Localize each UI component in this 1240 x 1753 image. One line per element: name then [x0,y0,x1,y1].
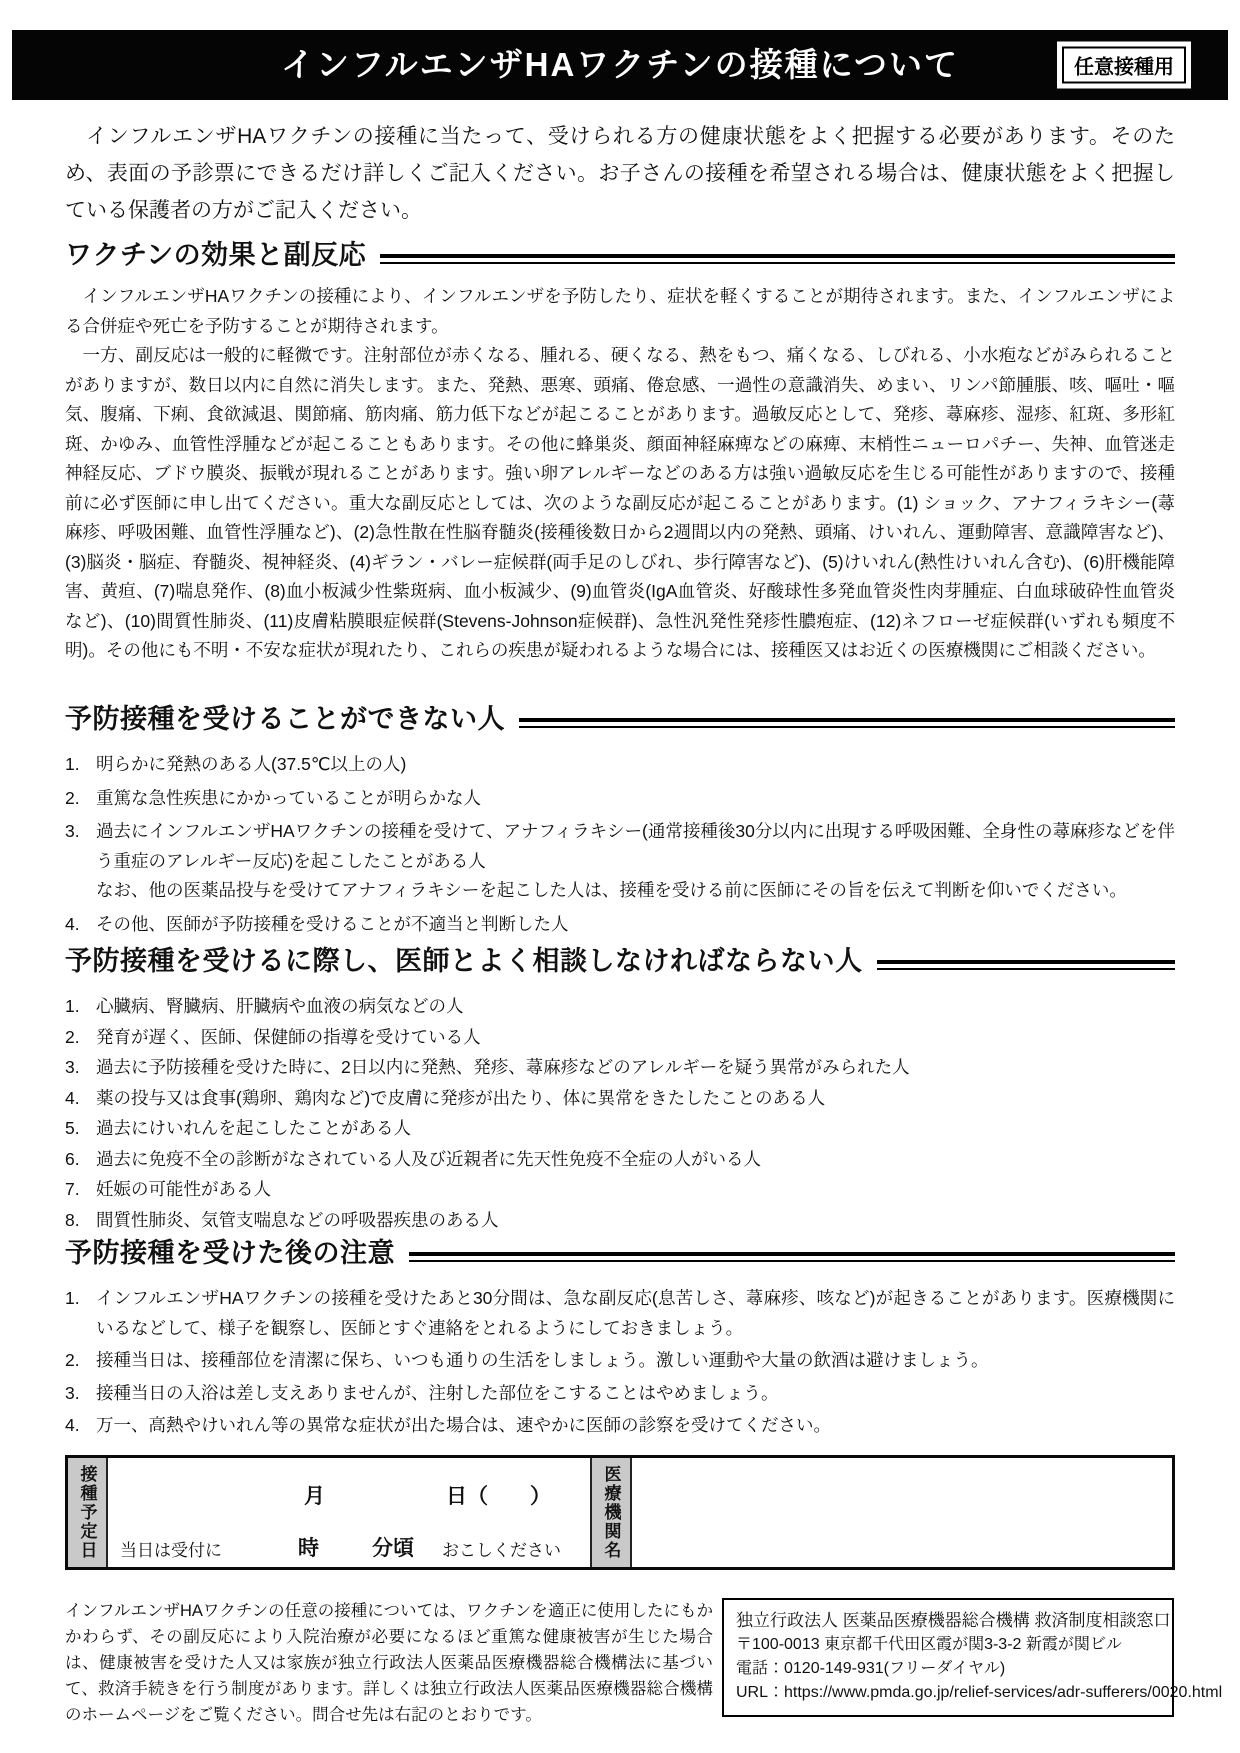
item-number: 4. [65,1415,80,1435]
item-number: 1. [65,754,80,774]
section-heading-text: 予防接種を受けることができない人 [65,704,505,734]
contact-title: 独立行政法人 医薬品医療機器総合機構 救済制度相談窓口 [736,1611,1171,1630]
consult-list [65,992,1175,1235]
reception-prefix-label: 当日は受付に [120,1541,222,1560]
page-title: インフルエンザHAワクチンの接種について [280,46,960,83]
item-text: その他、医師が予防接種を受けることが不適当と判断した人 [96,913,569,934]
item-number: 6. [65,1148,80,1169]
section-effects [65,238,1175,666]
list-item [65,1114,1175,1144]
effects-paragraph-2: 一方、副反応は一般的に軽微です。注射部位が赤くなる、腫れる、硬くなる、熱をもつ、痛くなる、しびれる、小水疱などがみられることがありますが、数日以内に自然に消失します。また、発熱、悪寒、頭痛、倦怠感、一過性の意識消失、めまい、リンパ節腫脹、咳、嘔吐・嘔気、腹痛、下痢、食欲減退、関節痛、筋肉痛、筋力低下などが起こることがあります。過敏反応として、発疹、蕁麻疹、湿疹、紅斑、多形紅斑、かゆみ、血管性浮腫などが起こることもあります。その他に蜂巣炎、顔面神経麻痺などの麻痺、末梢性ニューロパチー、失神、血管迷走神経反応、ブドウ膜炎、振戦が現れることがあります。強い卵アレルギーなどのある方は強い過敏反応を生じる可能性がありますので、接種前に必ず医師に申し出てください。重大な副反応としては、次のような副反応が起こることがあります。(1) ショック、アナフィラキシー(蕁麻疹、呼吸困難、血管性浮腫など)、(2)急性散在性脳脊髄炎(接種後数日から2週間以内の発熱、頭痛、けいれん、運動障害、意識障害など)、(3)脳炎・脳症、脊髄炎、視神経炎、(4)ギラン・バレー症候群(両手足のしびれ、歩行障害など)、(5)けいれん(熱性けいれん含む)、(6)肝機能障害、黄疸、(7)喘息発作、(8)血小板減少性紫斑病、血小板減少、(9)血管炎(IgA血管炎、好酸球性多発血管炎性肉芽腫症、白血球破砕性血管炎など)、(10)間質性肺炎、(11)皮膚粘膜眼症候群(Stevens-Johnson症候群)、急性汎発性発疹性膿疱症、(12)ネフローゼ症候群(いずれも頻度不明)。その他にも不明・不安な症状が現れたり、これらの疾患が疑われるような場合には、接種医又はお近くの医療機関にご相談ください。 [65,345,1175,660]
list-item [65,910,1175,940]
heading-rule [380,254,1175,264]
item-number: 2. [65,1350,80,1370]
item-text [96,817,1175,906]
item-text: 接種当日は、接種部位を清潔に保ち、いつも通りの生活をしましょう。激しい運動や大量の飲酒は避けましょう。 [96,1350,989,1370]
item-text: 万一、高熱やけいれん等の異常な症状が出た場合は、速やかに医師の診察を受けてください。 [96,1415,831,1435]
heading-rule [519,718,1175,728]
intro-paragraph: インフルエンザHAワクチンの接種に当たって、受けられる方の健康状態をよく把握する必要があります。そのため、表面の予診票にできるだけ詳しくご記入ください。お子さんの接種を希望される場合は、健康状態をよく把握している保護者の方がご記入ください。 [65,125,1175,222]
item-text: 心臓病、腎臓病、肝臓病や血液の病気などの人 [96,996,464,1016]
item-number: 1. [65,996,80,1016]
list-item [65,1284,1175,1343]
item-number: 2. [65,787,80,808]
item-text: 重篤な急性疾患にかかっていることが明らかな人 [96,787,481,808]
heading-rule [877,960,1176,970]
effects-paragraph-1: インフルエンザHAワクチンの接種により、インフルエンザを予防したり、症状を軽くすることが期待されます。また、インフルエンザによる合併症や死亡を予防することが期待されます。 [65,286,1175,336]
item-number: 3. [65,1057,80,1077]
heading-rule [409,1252,1175,1262]
item-number: 4. [65,913,80,934]
hour-label: 時 [298,1537,319,1560]
list-item [65,1346,1175,1376]
list-item [65,817,1175,906]
section-consult-heading [65,944,1175,978]
contact-address: 〒100-0013 東京都千代田区霞が関3-3-2 新霞が関ビル [736,1636,1122,1653]
section-heading-text: 予防接種を受けた後の注意 [65,1238,395,1268]
contact-box [722,1598,1223,1717]
medical-institution-blank-cell [632,1458,1172,1567]
item-text: 過去に免疫不全の診断がなされている人及び近親者に先天性免疫不全症の人がいる人 [96,1148,761,1169]
item-text: インフルエンザHAワクチンの接種を受けたあと30分間は、急な副反応(息苦しさ、蕁麻疹、咳など)が起きることがあります。医療機関にいるなどして、様子を観察し、医師とすぐ連絡をとれるようにしておきましょう。 [96,1288,1175,1338]
item-text: 過去にけいれんを起こしたことがある人 [96,1118,411,1138]
item-note-text: なお、他の医薬品投与を受けてアナフィラキシーを起こした人は、接種を受ける前に医師にその旨を伝えて判断を仰いでください。 [96,880,1127,900]
voluntary-vaccination-badge: 任意接種用 [1062,47,1186,84]
scheduled-date-header-label: 接種予定日 [77,1465,97,1560]
section-heading-text: ワクチンの効果と副反応 [65,240,367,270]
list-item [65,1145,1175,1175]
list-item [65,784,1175,814]
item-number: 3. [65,1382,80,1403]
medical-institution-header-label: 医療機関名 [601,1465,621,1560]
after-list [65,1284,1175,1441]
item-number: 4. [65,1087,80,1108]
item-number: 8. [65,1209,80,1230]
contact-phone: 電話：0120-149-931(フリーダイヤル) [736,1660,1006,1677]
list-item [65,992,1175,1022]
section-after [65,1236,1175,1444]
relief-system-paragraph: インフルエンザHAワクチンの任意の接種については、ワクチンを適正に使用したにもかかわらず、その副反応により入院治療が必要になるほど重篤な健康被害が生じた場合は、健康被害を受けた人又は家族が独立行政法人医薬品医療機器総合機構法に基づいて、救済手続きを行う制度があります。詳しくは独立行政法人医薬品医療機器総合機構のホームページをご覧ください。問合せ先は右記のとおりです。 [65,1602,713,1724]
minute-label: 分頃 [372,1537,414,1560]
section-consult [65,944,1175,1236]
list-item [65,1053,1175,1083]
item-text: 薬の投与又は食事(鶏卵、鶏肉など)で皮膚に発疹が出たり、体に異常をきたしたことのある人 [96,1087,826,1108]
item-text: 妊娠の可能性がある人 [96,1179,271,1199]
reception-suffix-label: おこしください [442,1541,561,1560]
section-cannot-heading [65,702,1175,736]
item-number: 1. [65,1288,80,1308]
item-number: 3. [65,821,80,841]
item-number: 7. [65,1179,80,1199]
item-text: 明らかに発熱のある人(37.5℃以上の人) [96,754,407,774]
list-item [65,1023,1175,1053]
scheduled-date-header [68,1458,108,1567]
list-item [65,1084,1175,1114]
section-heading-text: 予防接種を受けるに際し、医師とよく相談しなければならない人 [65,946,863,976]
list-item [65,1206,1175,1236]
contact-url: URL：https://www.pmda.go.jp/relief-services/adr-sufferers/0020.html [736,1684,1223,1701]
section-after-heading [65,1236,1175,1270]
item-text: 接種当日の入浴は差し支えありませんが、注射した部位をこすることはやめましょう。 [96,1382,779,1403]
item-main-text: 過去にインフルエンザHAワクチンの接種を受けて、アナフィラキシー(通常接種後30分以内に出現する呼吸困難、全身性の蕁麻疹などを伴う重症のアレルギー反応)を起こしたことがある人 [96,821,1175,871]
item-text: 間質性肺炎、気管支喘息などの呼吸器疾患のある人 [96,1209,499,1230]
list-item [65,750,1175,780]
month-label: 月 [304,1485,325,1508]
item-text: 過去に予防接種を受けた時に、2日以内に発熱、発疹、蕁麻疹などのアレルギーを疑う異常がみられた人 [96,1057,910,1077]
list-item [65,1175,1175,1205]
medical-institution-header [590,1458,632,1567]
item-number: 2. [65,1026,80,1047]
day-label: 日（ ） [446,1485,551,1508]
section-effects-heading [65,238,1175,272]
list-item [65,1379,1175,1409]
cannot-list [65,750,1175,939]
section-cannot [65,702,1175,943]
item-text: 発育が遅く、医師、保健師の指導を受けている人 [96,1026,481,1047]
title-bar [12,30,1228,100]
item-number: 5. [65,1118,80,1138]
list-item [65,1411,1175,1441]
schedule-table [65,1455,1175,1570]
scheduled-date-cell [108,1458,590,1567]
